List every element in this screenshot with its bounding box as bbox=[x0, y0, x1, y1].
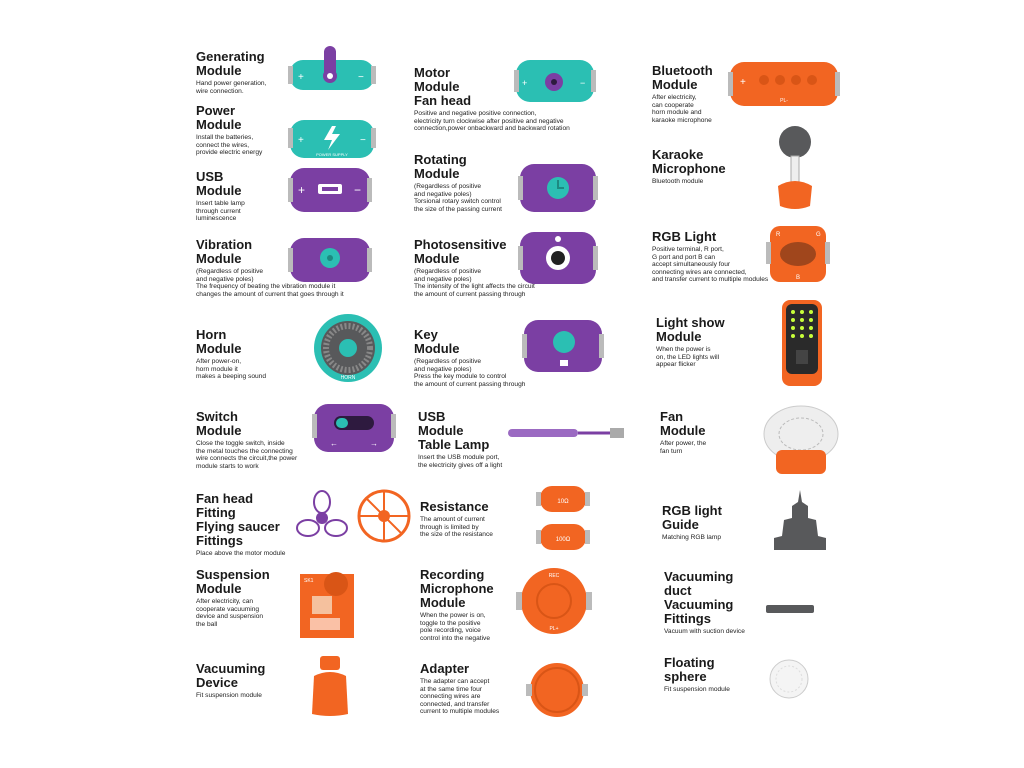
module-duct bbox=[664, 570, 764, 636]
module-description: Insert table lamp through current luminescence bbox=[196, 200, 245, 223]
suspension-module-icon bbox=[298, 566, 358, 640]
recording-module-icon bbox=[516, 566, 592, 636]
module-adapter bbox=[420, 662, 540, 716]
microphone-icon bbox=[770, 124, 820, 212]
resistor-icon bbox=[536, 484, 590, 556]
bluetooth-pl-label: PL- bbox=[780, 98, 788, 104]
module-title: Fan head Fitting Flying saucer Fittings bbox=[196, 491, 280, 548]
module-title: Photosensitive Module bbox=[414, 237, 507, 266]
module-karaoke bbox=[652, 148, 762, 186]
sphere-icon bbox=[768, 658, 810, 700]
module-sphere bbox=[664, 656, 764, 694]
svg-text:−: − bbox=[580, 78, 586, 88]
module-title: USB Module bbox=[196, 169, 242, 198]
module-description: After electricity, can cooperate horn module and karaoke microphone bbox=[652, 94, 712, 124]
svg-text:+: + bbox=[298, 72, 304, 83]
module-description: Fit suspension module bbox=[664, 686, 730, 693]
module-rotating bbox=[414, 153, 524, 213]
module-title: Karaoke Microphone bbox=[652, 147, 726, 176]
module-horn bbox=[196, 328, 296, 381]
module-lightshow bbox=[656, 316, 766, 369]
module-title: RGB light Guide bbox=[662, 503, 722, 532]
module-title: Resistance bbox=[420, 499, 489, 514]
module-description: Matching RGB lamp bbox=[662, 534, 721, 541]
module-resistance bbox=[420, 500, 540, 539]
module-title: RGB Light bbox=[652, 229, 717, 244]
svg-text:−: − bbox=[358, 72, 364, 83]
fan-blade-icon bbox=[296, 490, 348, 546]
key-module-icon bbox=[522, 318, 604, 374]
module-description: After power, the fan turn bbox=[660, 440, 707, 455]
svg-text:+: + bbox=[740, 77, 746, 88]
module-generating bbox=[196, 50, 296, 95]
flying-saucer-icon bbox=[356, 488, 412, 544]
module-title: Fan Module bbox=[660, 409, 706, 438]
module-description: Insert the USB module port, the electricity gives off a light bbox=[418, 454, 503, 469]
module-description: Install the batteries, connect the wires, provide electric energy bbox=[196, 134, 263, 157]
module-title: Key Module bbox=[414, 327, 460, 356]
module-description: Vacuum with suction device bbox=[664, 628, 745, 635]
module-description: The amount of current through is limited by the size of the resistance bbox=[420, 516, 493, 539]
module-title: Rotating Module bbox=[414, 152, 467, 181]
module-title: Vibration Module bbox=[196, 237, 253, 266]
module-description: When the power is on, toggle to the positive pole recording, voice control into the negative bbox=[420, 612, 491, 642]
module-description: Close the toggle switch, inside the metal touches the connecting wire connects the circuit,the power module starts to work bbox=[196, 440, 298, 470]
svg-text:→: → bbox=[370, 439, 378, 448]
bluetooth-module-icon bbox=[728, 58, 840, 112]
motor-module-icon bbox=[514, 56, 596, 108]
rec-label: REC bbox=[548, 573, 560, 579]
svg-text:+: + bbox=[298, 183, 306, 197]
module-vacuuming-device bbox=[196, 662, 296, 700]
horn-label: HORN bbox=[340, 375, 356, 381]
svg-text:−: − bbox=[354, 183, 362, 197]
module-title: Vacuuming Device bbox=[196, 661, 266, 690]
photosensitive-module-icon bbox=[518, 230, 598, 286]
svg-text:+: + bbox=[298, 135, 304, 146]
svg-text:−: − bbox=[360, 135, 366, 146]
module-description: Hand power generation, wire connection. bbox=[196, 80, 267, 95]
module-description: (Regardless of positive and negative poles) The frequency of beating the vibration module it changes the amount of current that goes through it bbox=[196, 268, 344, 298]
module-title: Bluetooth Module bbox=[652, 63, 713, 92]
module-power bbox=[196, 104, 296, 157]
module-description: Positive terminal, R port, G port and port B can accept simultaneously four connecting wires are connected, and transfer current to multiple modules bbox=[652, 246, 769, 284]
module-title: Floating sphere bbox=[664, 655, 715, 684]
usb-lamp-icon bbox=[506, 424, 626, 442]
horn-module-icon bbox=[312, 312, 384, 384]
module-title: Adapter bbox=[420, 661, 470, 676]
module-fan bbox=[660, 410, 760, 455]
vibration-module-icon bbox=[288, 234, 372, 286]
module-title: Switch Module bbox=[196, 409, 242, 438]
module-description: After power-on, horn module it makes a beeping sound bbox=[196, 358, 267, 381]
rotating-module-icon bbox=[518, 162, 598, 214]
power-supply-label: POWER SUPPLY bbox=[316, 152, 348, 157]
duct-icon bbox=[764, 602, 816, 616]
module-title: Recording Microphone Module bbox=[420, 567, 494, 610]
usb-module-icon bbox=[288, 164, 372, 216]
module-title: Suspension Module bbox=[196, 567, 270, 596]
switch-module-icon bbox=[312, 400, 396, 456]
module-description: Fit suspension module bbox=[196, 692, 262, 699]
module-suspension bbox=[196, 568, 296, 628]
module-description: Place above the motor module bbox=[196, 550, 286, 557]
module-usb bbox=[196, 170, 296, 223]
power-module-icon bbox=[288, 116, 376, 162]
module-title: Generating Module bbox=[196, 49, 265, 78]
sk1-label: SK1 bbox=[304, 578, 314, 584]
adapter-icon bbox=[526, 660, 588, 720]
module-rgb-guide bbox=[662, 504, 762, 542]
module-title: Motor Module Fan head bbox=[414, 65, 472, 108]
rgb-r-label: R bbox=[776, 232, 781, 238]
module-title: Light show Module bbox=[656, 315, 725, 344]
resistor-label-100: 100Ω bbox=[555, 537, 571, 543]
castle-guide-icon bbox=[770, 488, 830, 552]
pl-label: PL+ bbox=[549, 626, 559, 632]
module-title: Vacuuming duct Vacuuming Fittings bbox=[664, 569, 734, 626]
module-recording bbox=[420, 568, 520, 642]
module-description: (Regardless of positive and negative poles) Press the key module to control the amount of current passing through bbox=[414, 358, 526, 388]
module-fanhead bbox=[196, 492, 306, 558]
svg-text:←: ← bbox=[330, 439, 338, 448]
rgb-light-icon bbox=[766, 222, 830, 286]
module-title: Horn Module bbox=[196, 327, 242, 356]
vacuuming-device-icon bbox=[308, 654, 352, 718]
module-description: When the power is on, the LED lights will appear flicker bbox=[656, 346, 720, 369]
module-title: Power Module bbox=[196, 103, 242, 132]
generating-module-icon bbox=[288, 44, 376, 96]
module-description: Positive and negative positive connection, electricity turn clockwise after positive and negative connection,power onbackward and backward rotation bbox=[414, 110, 570, 133]
svg-text:+: + bbox=[522, 78, 528, 88]
module-description: Bluetooth module bbox=[652, 178, 704, 185]
resistor-label-10: 10Ω bbox=[557, 499, 569, 505]
module-title: USB Module Table Lamp bbox=[418, 409, 490, 452]
module-description: (Regardless of positive and negative poles) The intensity of the light affects the circuit the amount of current passing through bbox=[414, 268, 535, 298]
module-description: After electricity, can cooperate vacuuming device and suspension the ball bbox=[196, 598, 264, 628]
module-description: (Regardless of positive and negative poles) Torsional rotary switch control the size of the passing current bbox=[414, 183, 502, 213]
rgb-b-label: B bbox=[796, 275, 801, 281]
module-description: The adapter can accept at the same time four connecting wires are connected, and transfer current to multiple modules bbox=[420, 678, 500, 716]
led-matrix-icon bbox=[778, 298, 826, 388]
fan-module-icon bbox=[762, 402, 840, 476]
rgb-g-label: G bbox=[816, 232, 821, 238]
